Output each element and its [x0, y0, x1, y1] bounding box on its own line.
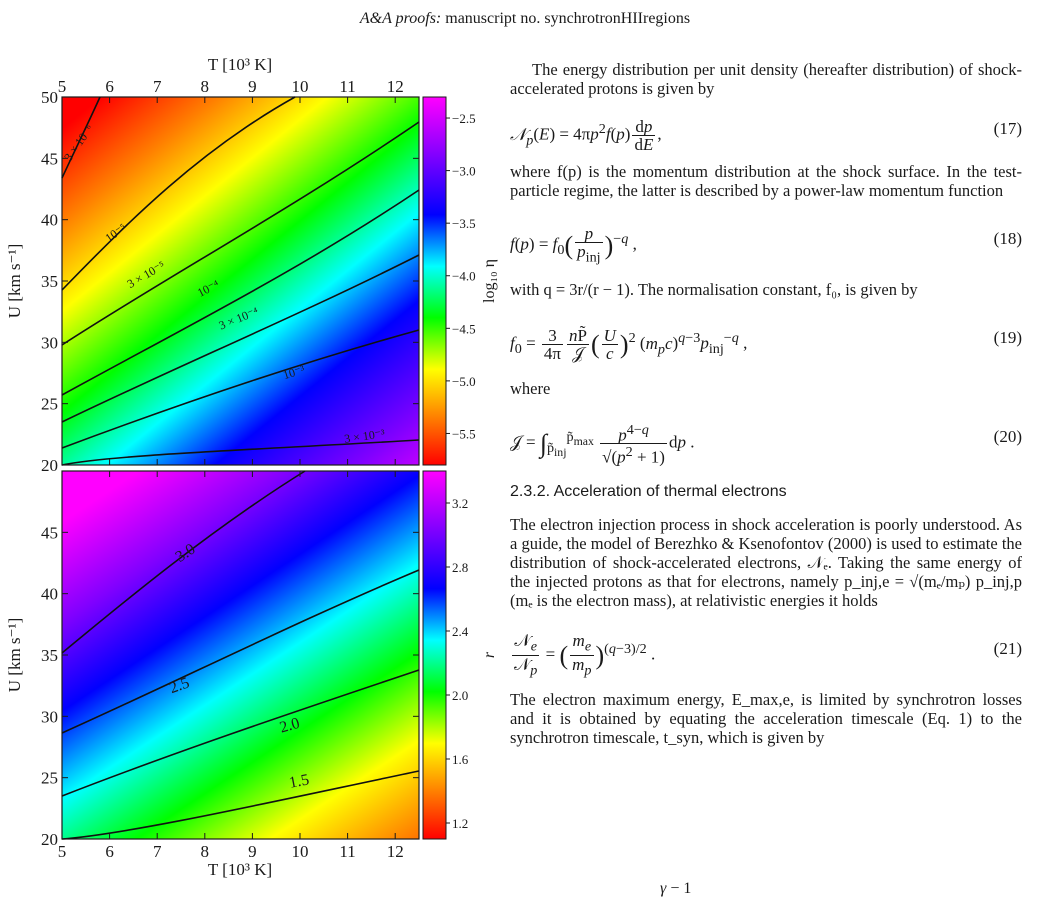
top-y-tick-label: 50: [41, 88, 58, 107]
top-y-tick-label: 30: [41, 333, 58, 353]
top-x-tick-label: 10: [291, 77, 309, 96]
top-x-tick-label: 8: [200, 77, 210, 96]
top-y-axis-label: U [km s⁻¹]: [5, 243, 24, 319]
bottom-x-tick-label: 5: [57, 842, 67, 861]
bottom-x-tick-label: 8: [200, 842, 210, 861]
contour-label: 3.0: [172, 540, 199, 566]
bottom-y-axis-label: U [km s⁻¹]: [5, 617, 24, 693]
bottom-x-tick-label: 9: [248, 842, 257, 861]
bottom-colorbar-tick: 1.6: [452, 752, 469, 767]
top-colorbar-tick: −3.0: [452, 163, 476, 179]
bottom-colorbar-tick: 2.8: [452, 560, 469, 575]
bottom-y-tick-label: 20: [41, 830, 58, 849]
equation-18: $f(p) = f_0$( $\frac{p}{p_{inj}}$ )$^{-q}$ , (18): [510, 212, 1022, 266]
top-y-tick-label: 40: [41, 210, 58, 230]
top-x-tick-label: 9: [248, 77, 257, 96]
equation-number: (21): [993, 639, 1022, 658]
top-x-tick-label: 12: [386, 77, 404, 96]
bottom-heatmap: [62, 471, 419, 839]
contour-label: 3 × 10⁻⁴: [216, 304, 261, 333]
top-colorbar-tick: −4.0: [452, 268, 476, 284]
section-heading: 2.3.2. Acceleration of thermal electrons: [510, 483, 787, 500]
top-colorbar-tick: −4.5: [452, 321, 476, 337]
paragraph: where f(p) is the momentum distribution at the shock surface. In the test-particle regime, the latter is described by a power-law momentum function: [510, 162, 1022, 200]
figure: [0, 50, 500, 879]
manuscript-id: manuscript no. synchrotronHIIregions: [445, 10, 691, 27]
top-x-tick-label: 11: [339, 77, 356, 96]
top-y-tick-label: 20: [41, 456, 58, 475]
top-y-tick-label: 45: [41, 149, 58, 169]
contour-label: 2.0: [277, 714, 302, 737]
bottom-y-tick-label: 40: [41, 584, 58, 604]
top-colorbar-tick: −3.5: [452, 216, 476, 232]
contour-label: 10⁻⁵: [102, 220, 129, 245]
top-colorbar-tick: −5.5: [452, 426, 476, 442]
equation-20: 𝒥 = $\int_{p̃_{inj}}^{p̃_{max}}$ $\frac{p^{4-q}}{√(p^2 + 1)}$ dp . (20): [510, 410, 1022, 464]
bottom-axis-label: T [10³ K]: [207, 860, 273, 879]
contour-label: 3 × 10⁻⁶: [61, 121, 97, 164]
bottom-x-tick-label: 6: [105, 842, 114, 861]
journal-name: A&A proofs:: [359, 10, 442, 27]
top-colorbar-tick: −2.5: [452, 111, 476, 127]
contour-label: 10⁻⁴: [194, 277, 222, 300]
bottom-colorbar-tick: 2.0: [452, 688, 469, 703]
top-x-tick-label: 6: [105, 77, 114, 96]
bottom-y-tick-label: 35: [41, 646, 58, 665]
bottom-colorbar-tick: 2.4: [452, 624, 469, 639]
paragraph: where: [510, 379, 551, 398]
equation-number: (18): [993, 229, 1022, 248]
bottom-colorbar-tick: 3.2: [452, 496, 469, 511]
top-colorbar-label: log₁₀ η: [481, 259, 498, 303]
top-colorbar-tick: −5.0: [452, 373, 476, 389]
bottom-x-tick-label: 10: [291, 842, 309, 861]
bottom-colorbar-label: r: [481, 651, 498, 659]
contour-label: 2.5: [167, 674, 192, 698]
top-colorbar: [423, 97, 446, 465]
contour-label: 10⁻³: [281, 362, 307, 383]
contour-label: 1.5: [287, 771, 311, 792]
paragraph: The energy distribution per unit density (hereafter distribution) of shock-accelerated protons is given by: [510, 60, 1022, 98]
text-column: [510, 60, 1022, 759]
equation-19: $f_0$ = $\frac{3}{4\pi}$ $\frac{nP̃}{\text{𝒥}}$ ( $\frac{U}{c}$ )$^2$ $(m_pc)^{q-3}p_{inj}^{-q}$ , (19): [510, 311, 1022, 365]
paragraph: The electron injection process in shock acceleration is poorly understood. As a guide, the model of Berezhko & Ksenofontov (2000) is used to estimate the distribution of shock-accelerated electrons, 𝒩ₑ. Taking the same energy of the injected protons as that for electrons, namely p_inj,e = √(mₑ/mₚ) p_inj,p (mₑ is the electron mass), at relativistic energies it holds: [510, 515, 1022, 610]
equation-number: (19): [993, 328, 1022, 347]
top-y-tick-label: 25: [41, 394, 58, 414]
equation-21: $\frac{𝒩_e}{𝒩_p}$ = ( $\frac{m_e}{m_p}$ )$^{(q-3)/2}$ . (21): [510, 622, 1022, 676]
page-header: [0, 10, 1050, 28]
paragraph: with q = 3r/(r − 1). The normalisation constant, f₀, is given by: [510, 280, 918, 299]
top-x-tick-label: 5: [57, 77, 67, 96]
cut-off-equation: γ − 1: [660, 880, 692, 897]
equation-number: (17): [993, 119, 1022, 138]
bottom-y-tick-label: 30: [41, 707, 58, 727]
bottom-y-tick-label: 25: [41, 768, 58, 788]
top-axis-label: T [10³ K]: [207, 55, 273, 74]
bottom-colorbar-tick: 1.2: [452, 816, 469, 831]
top-y-tick-label: 35: [41, 272, 58, 291]
bottom-x-tick-label: 12: [386, 842, 404, 861]
paragraph: The electron maximum energy, E_max,e, is limited by synchrotron losses and it is obtained by equating the acceleration timescale (Eq. 1) to the synchrotron timescale, t_syn, which is given by: [510, 690, 1022, 747]
bottom-y-tick-label: 45: [41, 523, 58, 543]
equation-17: 𝒩$_p$(E) = $4\pi p^2f(p)$ $\frac{dp}{dE}$ , (17): [510, 110, 1022, 148]
bottom-colorbar: [423, 471, 446, 839]
contour-label: 3 × 10⁻³: [343, 426, 386, 446]
bottom-x-tick-label: 7: [152, 842, 162, 861]
contour-label: 3 × 10⁻⁵: [124, 258, 168, 291]
equation-number: (20): [993, 427, 1022, 446]
bottom-x-tick-label: 11: [339, 842, 356, 861]
top-x-tick-label: 7: [152, 77, 162, 96]
